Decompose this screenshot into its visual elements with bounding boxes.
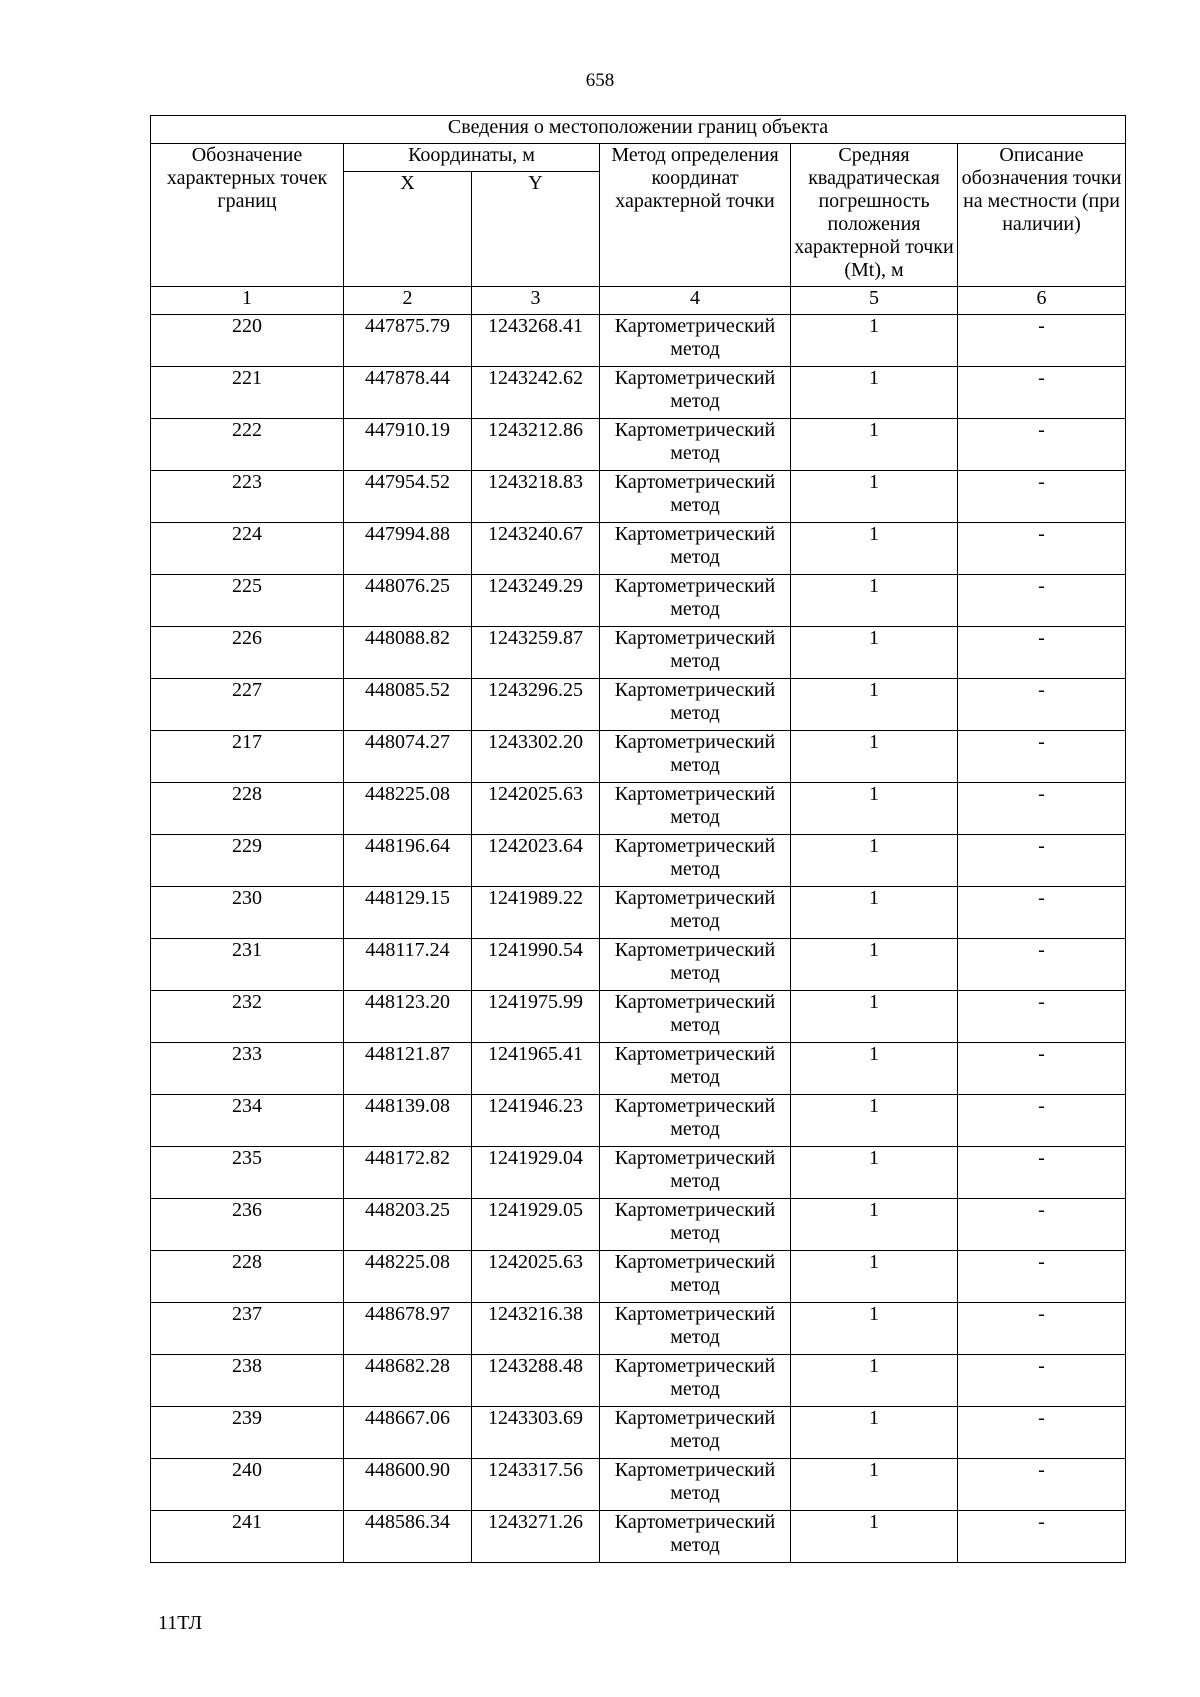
cell-error: 1 (791, 679, 958, 731)
cell-point: 240 (151, 1459, 344, 1511)
header-coordinates: Координаты, м (344, 144, 600, 172)
cell-x: 447994.88 (344, 523, 472, 575)
cell-error: 1 (791, 731, 958, 783)
cell-error: 1 (791, 523, 958, 575)
cell-method: Картометрический метод (600, 783, 791, 835)
cell-method: Картометрический метод (600, 1407, 791, 1459)
cell-point: 228 (151, 783, 344, 835)
cell-method: Картометрический метод (600, 1511, 791, 1563)
cell-description: - (958, 1147, 1126, 1199)
table-row (151, 1459, 1126, 1511)
cell-description: - (958, 1251, 1126, 1303)
cell-method: Картометрический метод (600, 1459, 791, 1511)
cell-method: Картометрический метод (600, 419, 791, 471)
header-description: Описание обозначения точки на местности (при наличии) (958, 144, 1126, 287)
cell-error: 1 (791, 939, 958, 991)
cell-point: 230 (151, 887, 344, 939)
table-row (151, 1303, 1126, 1355)
cell-y: 1243240.67 (472, 523, 600, 575)
column-number: 3 (472, 287, 600, 315)
cell-error: 1 (791, 471, 958, 523)
cell-y: 1243288.48 (472, 1355, 600, 1407)
cell-error: 1 (791, 1407, 958, 1459)
cell-x: 447910.19 (344, 419, 472, 471)
cell-description: - (958, 939, 1126, 991)
cell-y: 1243268.41 (472, 315, 600, 367)
cell-point: 223 (151, 471, 344, 523)
table-row (151, 523, 1126, 575)
cell-y: 1243242.62 (472, 367, 600, 419)
table-title-row (151, 116, 1126, 144)
cell-point: 220 (151, 315, 344, 367)
column-number: 4 (600, 287, 791, 315)
table-row (151, 1095, 1126, 1147)
cell-description: - (958, 575, 1126, 627)
cell-description: - (958, 419, 1126, 471)
cell-error: 1 (791, 315, 958, 367)
cell-x: 448586.34 (344, 1511, 472, 1563)
cell-y: 1241929.04 (472, 1147, 600, 1199)
cell-method: Картометрический метод (600, 1199, 791, 1251)
cell-point: 239 (151, 1407, 344, 1459)
table-row (151, 731, 1126, 783)
table-row (151, 627, 1126, 679)
cell-y: 1241929.05 (472, 1199, 600, 1251)
cell-y: 1243296.25 (472, 679, 600, 731)
cell-method: Картометрический метод (600, 627, 791, 679)
cell-point: 229 (151, 835, 344, 887)
header-y: Y (472, 172, 600, 287)
cell-y: 1243218.83 (472, 471, 600, 523)
table-row (151, 1511, 1126, 1563)
header-point: Обозначение характерных точек границ (151, 144, 344, 287)
cell-x: 448225.08 (344, 1251, 472, 1303)
cell-description: - (958, 1355, 1126, 1407)
table-row (151, 471, 1126, 523)
cell-method: Картометрический метод (600, 367, 791, 419)
table-row (151, 679, 1126, 731)
cell-description: - (958, 679, 1126, 731)
cell-error: 1 (791, 887, 958, 939)
cell-x: 448196.64 (344, 835, 472, 887)
table-row (151, 1199, 1126, 1251)
cell-x: 448225.08 (344, 783, 472, 835)
cell-description: - (958, 991, 1126, 1043)
cell-error: 1 (791, 627, 958, 679)
footer-code: 11ТЛ (158, 1612, 203, 1634)
cell-method: Картометрический метод (600, 887, 791, 939)
cell-description: - (958, 731, 1126, 783)
cell-x: 448682.28 (344, 1355, 472, 1407)
cell-y: 1243317.56 (472, 1459, 600, 1511)
cell-error: 1 (791, 1511, 958, 1563)
cell-point: 241 (151, 1511, 344, 1563)
table-row (151, 1355, 1126, 1407)
column-number: 6 (958, 287, 1126, 315)
cell-x: 448678.97 (344, 1303, 472, 1355)
table-row (151, 367, 1126, 419)
header-method: Метод определения координат характерной точки (600, 144, 791, 287)
cell-x: 448085.52 (344, 679, 472, 731)
cell-description: - (958, 1043, 1126, 1095)
cell-x: 448076.25 (344, 575, 472, 627)
column-number: 5 (791, 287, 958, 315)
cell-y: 1243249.29 (472, 575, 600, 627)
cell-error: 1 (791, 1303, 958, 1355)
cell-point: 234 (151, 1095, 344, 1147)
cell-point: 228 (151, 1251, 344, 1303)
cell-x: 448139.08 (344, 1095, 472, 1147)
cell-method: Картометрический метод (600, 575, 791, 627)
cell-x: 448121.87 (344, 1043, 472, 1095)
boundary-coordinates-table (150, 115, 1126, 1563)
table-row (151, 835, 1126, 887)
cell-point: 235 (151, 1147, 344, 1199)
cell-point: 232 (151, 991, 344, 1043)
header-error: Средняя квадратическая погрешность положения характерной точки (Mt), м (791, 144, 958, 287)
cell-y: 1242023.64 (472, 835, 600, 887)
cell-point: 236 (151, 1199, 344, 1251)
table-row (151, 1407, 1126, 1459)
cell-x: 448203.25 (344, 1199, 472, 1251)
cell-x: 448123.20 (344, 991, 472, 1043)
cell-y: 1242025.63 (472, 783, 600, 835)
cell-method: Картометрический метод (600, 523, 791, 575)
cell-error: 1 (791, 1459, 958, 1511)
cell-error: 1 (791, 1355, 958, 1407)
cell-method: Картометрический метод (600, 1303, 791, 1355)
table-row (151, 887, 1126, 939)
cell-description: - (958, 1511, 1126, 1563)
cell-method: Картометрический метод (600, 1147, 791, 1199)
cell-y: 1241989.22 (472, 887, 600, 939)
cell-point: 226 (151, 627, 344, 679)
cell-error: 1 (791, 835, 958, 887)
cell-point: 217 (151, 731, 344, 783)
cell-x: 448600.90 (344, 1459, 472, 1511)
cell-error: 1 (791, 1147, 958, 1199)
cell-description: - (958, 1459, 1126, 1511)
cell-description: - (958, 1407, 1126, 1459)
cell-x: 448088.82 (344, 627, 472, 679)
cell-x: 448129.15 (344, 887, 472, 939)
cell-method: Картометрический метод (600, 1251, 791, 1303)
cell-description: - (958, 1199, 1126, 1251)
cell-y: 1241990.54 (472, 939, 600, 991)
table-row (151, 419, 1126, 471)
cell-description: - (958, 1303, 1126, 1355)
cell-x: 448667.06 (344, 1407, 472, 1459)
table-row (151, 1043, 1126, 1095)
cell-error: 1 (791, 783, 958, 835)
table-row (151, 315, 1126, 367)
column-number: 1 (151, 287, 344, 315)
table-row (151, 783, 1126, 835)
cell-description: - (958, 1095, 1126, 1147)
cell-x: 447878.44 (344, 367, 472, 419)
cell-point: 227 (151, 679, 344, 731)
cell-y: 1243303.69 (472, 1407, 600, 1459)
cell-error: 1 (791, 1095, 958, 1147)
cell-x: 447875.79 (344, 315, 472, 367)
cell-x: 448172.82 (344, 1147, 472, 1199)
header-x: X (344, 172, 472, 287)
table-row (151, 1251, 1126, 1303)
cell-point: 222 (151, 419, 344, 471)
table-row (151, 991, 1126, 1043)
cell-error: 1 (791, 1043, 958, 1095)
cell-y: 1243259.87 (472, 627, 600, 679)
cell-y: 1241946.23 (472, 1095, 600, 1147)
cell-method: Картометрический метод (600, 939, 791, 991)
cell-method: Картометрический метод (600, 471, 791, 523)
table-row (151, 1147, 1126, 1199)
cell-method: Картометрический метод (600, 1043, 791, 1095)
page-number: 658 (585, 70, 615, 91)
cell-x: 448074.27 (344, 731, 472, 783)
cell-description: - (958, 315, 1126, 367)
cell-method: Картометрический метод (600, 315, 791, 367)
cell-description: - (958, 471, 1126, 523)
cell-y: 1241965.41 (472, 1043, 600, 1095)
cell-method: Картометрический метод (600, 1355, 791, 1407)
cell-error: 1 (791, 575, 958, 627)
cell-method: Картометрический метод (600, 731, 791, 783)
cell-y: 1242025.63 (472, 1251, 600, 1303)
cell-y: 1243302.20 (472, 731, 600, 783)
cell-description: - (958, 835, 1126, 887)
cell-point: 231 (151, 939, 344, 991)
cell-x: 448117.24 (344, 939, 472, 991)
cell-method: Картометрический метод (600, 1095, 791, 1147)
cell-x: 447954.52 (344, 471, 472, 523)
cell-error: 1 (791, 1199, 958, 1251)
cell-y: 1243271.26 (472, 1511, 600, 1563)
cell-error: 1 (791, 367, 958, 419)
cell-description: - (958, 783, 1126, 835)
cell-method: Картометрический метод (600, 991, 791, 1043)
cell-point: 221 (151, 367, 344, 419)
cell-error: 1 (791, 419, 958, 471)
table-row (151, 575, 1126, 627)
cell-description: - (958, 523, 1126, 575)
column-number-row (151, 287, 1126, 315)
cell-point: 237 (151, 1303, 344, 1355)
cell-point: 233 (151, 1043, 344, 1095)
cell-y: 1243212.86 (472, 419, 600, 471)
cell-description: - (958, 367, 1126, 419)
cell-y: 1243216.38 (472, 1303, 600, 1355)
table-title: Сведения о местоположении границ объекта (151, 116, 1126, 144)
cell-point: 224 (151, 523, 344, 575)
cell-description: - (958, 887, 1126, 939)
table-header-row (151, 144, 1126, 172)
cell-method: Картометрический метод (600, 835, 791, 887)
cell-error: 1 (791, 991, 958, 1043)
cell-error: 1 (791, 1251, 958, 1303)
cell-point: 225 (151, 575, 344, 627)
cell-point: 238 (151, 1355, 344, 1407)
table-row (151, 939, 1126, 991)
cell-y: 1241975.99 (472, 991, 600, 1043)
cell-description: - (958, 627, 1126, 679)
column-number: 2 (344, 287, 472, 315)
cell-method: Картометрический метод (600, 679, 791, 731)
